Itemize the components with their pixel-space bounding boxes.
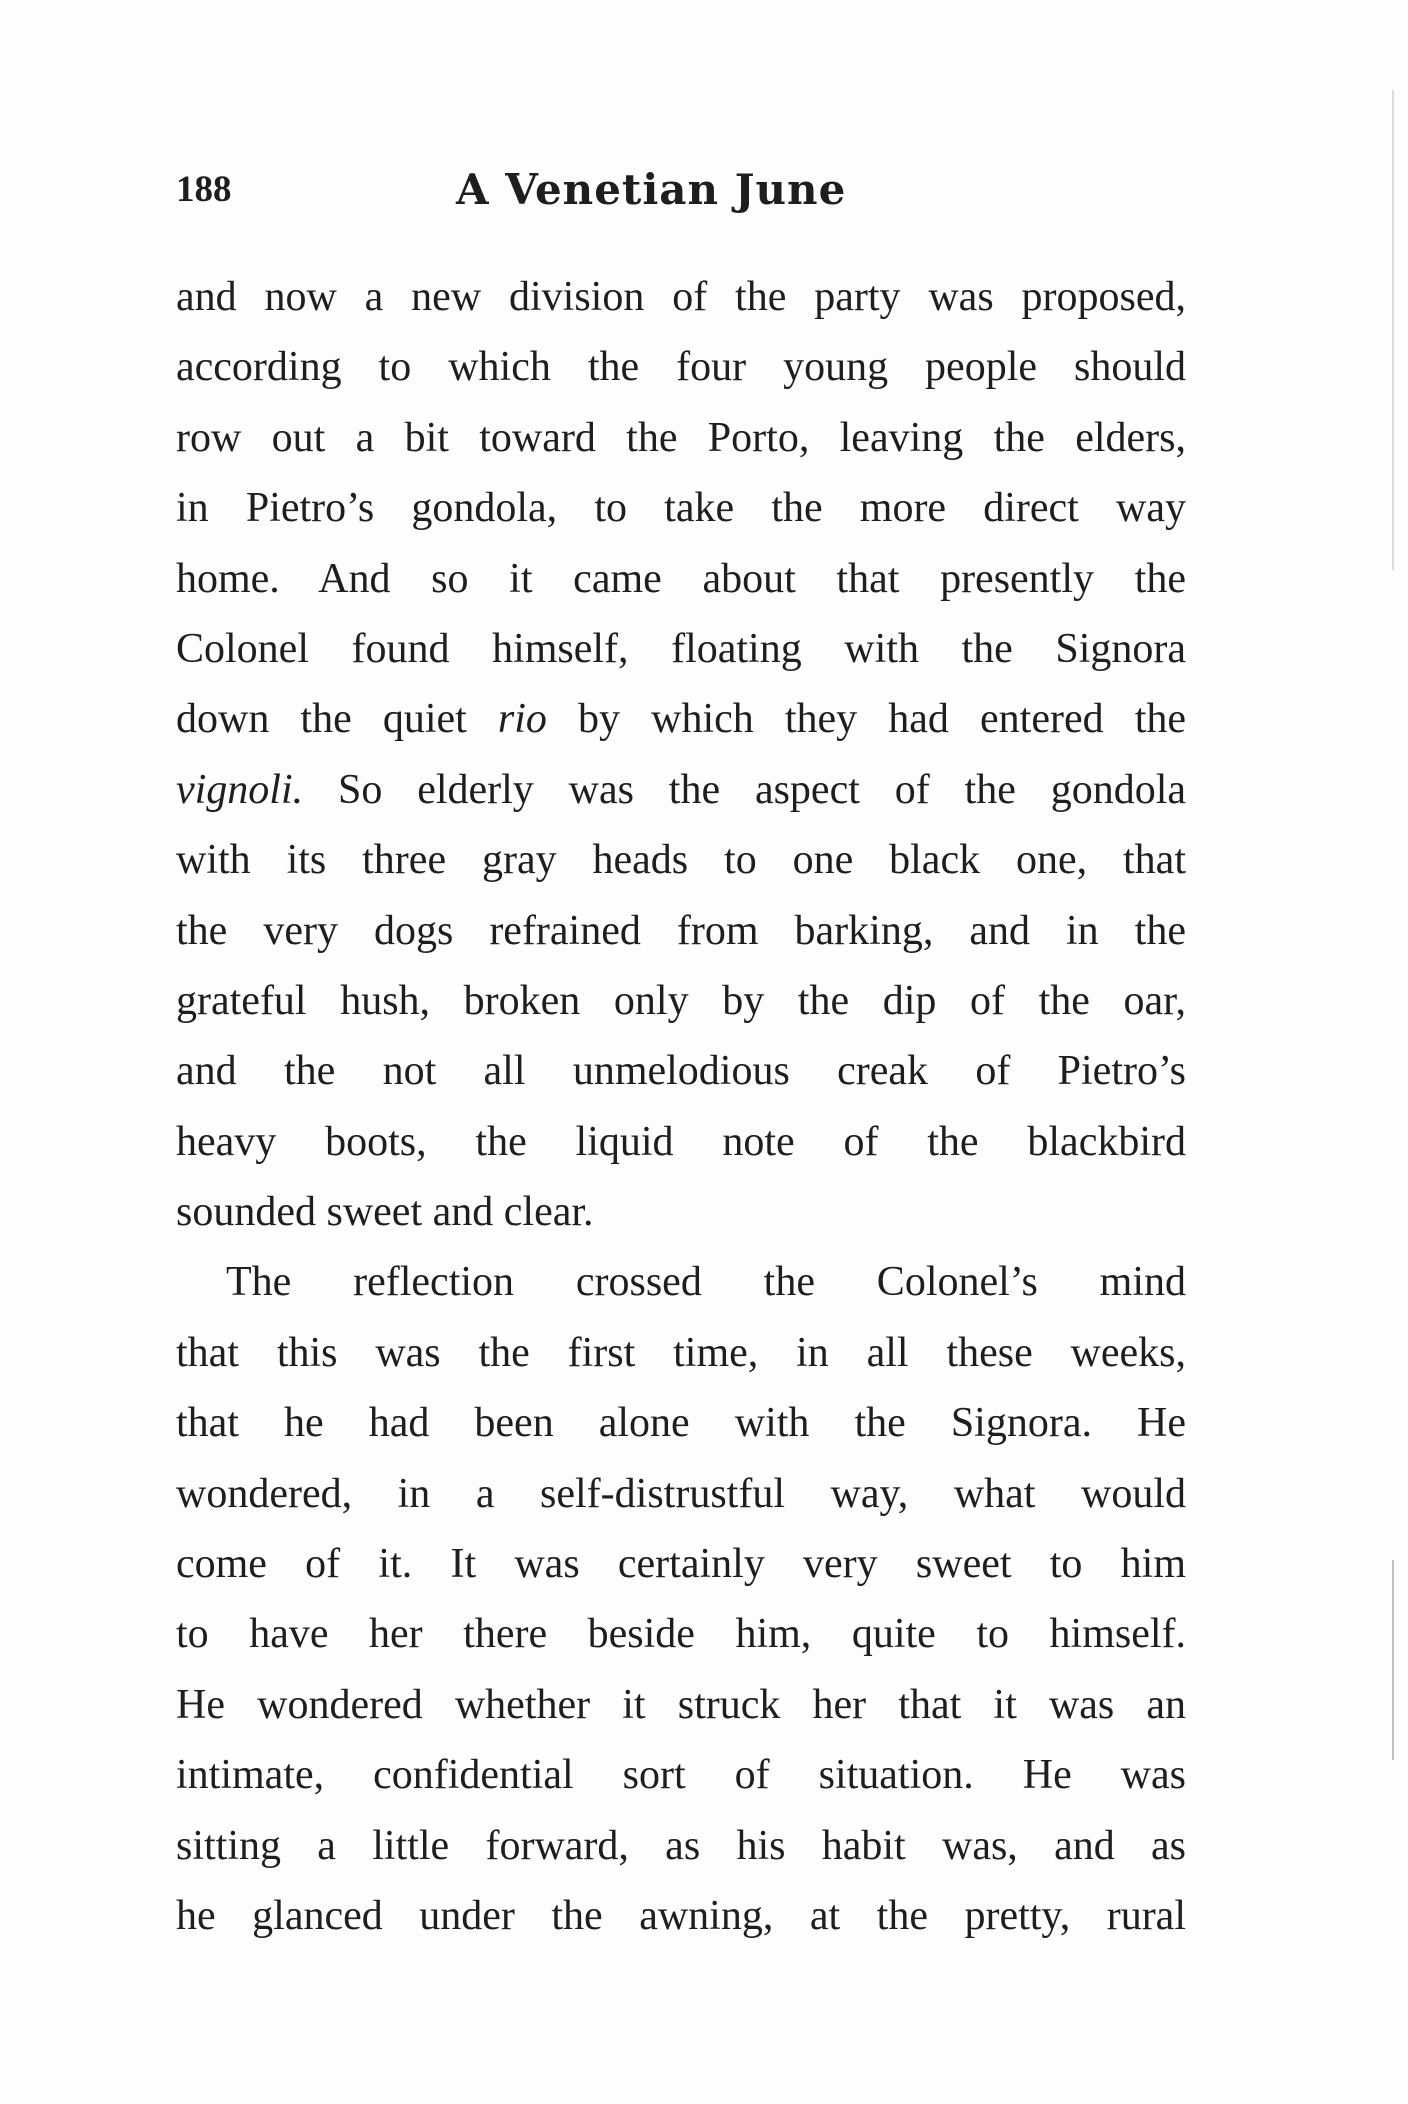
running-title: A Venetian June xyxy=(456,165,847,214)
text-line xyxy=(176,755,1186,825)
text-segment: intimate, confidential sort of situation. He was xyxy=(176,1752,1186,1799)
text-line xyxy=(176,332,1186,402)
text-line xyxy=(176,896,1186,966)
text-segment: sitting a little forward, as his habit was, and as xyxy=(176,1822,1186,1869)
text-segment: the very dogs refrained from barking, and in the xyxy=(176,907,1186,954)
text-segment: come of it. It was certainly very sweet to him xyxy=(176,1541,1186,1588)
text-segment: by which they had entered the xyxy=(546,696,1187,743)
text-segment: So elderly was the aspect of the gondola xyxy=(303,766,1186,813)
text-segment: wondered, in a self-distrustful way, what would xyxy=(176,1470,1186,1517)
text-segment: home. And so it came about that presently the xyxy=(176,555,1186,602)
text-segment: that he had been alone with the Signora. He xyxy=(176,1400,1186,1447)
text-segment: to have her there beside him, quite to himself. xyxy=(176,1611,1186,1658)
text-segment: The reflection crossed the Colonel’s mind xyxy=(226,1259,1186,1306)
text-segment: heavy boots, the liquid note of the blackbird xyxy=(176,1118,1186,1165)
text-line xyxy=(176,684,1186,754)
text-line xyxy=(176,262,1186,332)
text-segment: row out a bit toward the Porto, leaving the elders, xyxy=(176,414,1186,461)
text-line xyxy=(176,473,1186,543)
text-segment: sounded sweet and clear. xyxy=(176,1189,594,1236)
text-line xyxy=(176,966,1186,1036)
page-header xyxy=(176,160,1186,220)
text-segment: down the quiet xyxy=(176,696,498,743)
scan-mark xyxy=(1392,1560,1394,1760)
italic-word: vignoli. xyxy=(176,766,304,813)
text-line xyxy=(176,1247,1186,1317)
text-line xyxy=(176,825,1186,895)
text-segment: he glanced under the awning, at the pretty, rural xyxy=(176,1892,1186,1939)
text-segment: and the not all unmelodious creak of Pietro’s xyxy=(176,1048,1186,1095)
text-segment: Colonel found himself, floating with the Signora xyxy=(176,625,1186,672)
text-line xyxy=(176,1036,1186,1106)
text-line xyxy=(176,544,1186,614)
text-line xyxy=(176,1881,1186,1951)
text-segment: that this was the first time, in all these weeks, xyxy=(176,1329,1186,1376)
text-line xyxy=(176,403,1186,473)
text-segment: grateful hush, broken only by the dip of the oar, xyxy=(176,977,1186,1024)
text-line xyxy=(176,1811,1186,1881)
italic-word: rio xyxy=(497,696,547,743)
text-line xyxy=(176,1107,1186,1177)
text-line xyxy=(176,1177,1186,1247)
scan-mark xyxy=(1392,90,1394,570)
text-line xyxy=(176,1670,1186,1740)
text-line xyxy=(176,1529,1186,1599)
text-segment: He wondered whether it struck her that it was an xyxy=(176,1681,1186,1728)
text-line xyxy=(176,1740,1186,1810)
page-number: 188 xyxy=(176,169,232,210)
text-segment: in Pietro’s gondola, to take the more direct way xyxy=(176,485,1186,532)
text-line xyxy=(176,1318,1186,1388)
text-line xyxy=(176,614,1186,684)
body-text xyxy=(176,262,1186,1951)
text-segment: according to which the four young people should xyxy=(176,344,1186,391)
text-line xyxy=(176,1459,1186,1529)
text-segment: and now a new division of the party was proposed, xyxy=(176,274,1186,320)
text-line xyxy=(176,1388,1186,1458)
text-line xyxy=(176,1599,1186,1669)
text-segment: with its three gray heads to one black one, that xyxy=(176,837,1186,884)
